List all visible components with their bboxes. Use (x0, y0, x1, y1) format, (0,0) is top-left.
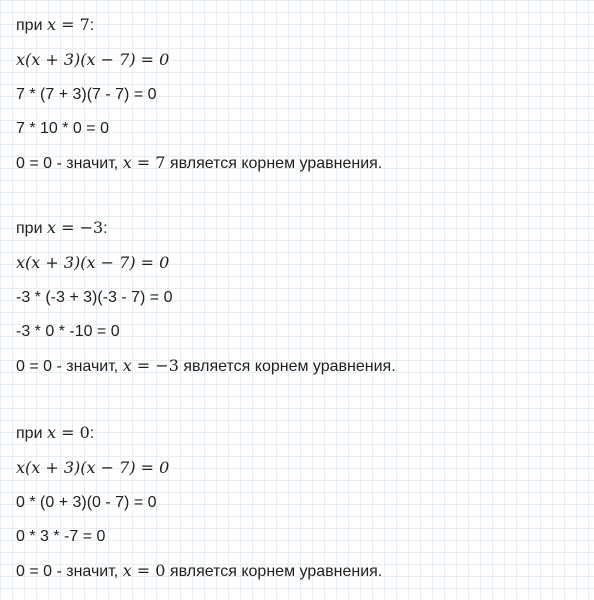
section-1-step-2: 7 * 10 * 0 = 0 (16, 120, 109, 137)
section-1-heading (16, 13, 94, 37)
conclusion-value: 0 (155, 561, 166, 580)
conclusion-prefix: 0 = 0 - значит, (16, 358, 123, 375)
conclusion-prefix: 0 = 0 - значит, (16, 155, 123, 172)
section-2-step-1: -3 * (-3 + 3)(-3 - 7) = 0 (16, 289, 173, 306)
section-1-step-1: 7 * (7 + 3)(7 - 7) = 0 (16, 86, 157, 103)
conclusion-equals: = (131, 561, 156, 580)
heading-variable: x (46, 15, 56, 34)
section-3-step-1: 0 * (0 + 3)(0 - 7) = 0 (16, 494, 157, 511)
heading-prefix: при (16, 17, 47, 34)
heading-prefix: при (16, 425, 47, 442)
conclusion-suffix: является корнем уравнения. (165, 563, 383, 580)
heading-colon: : (89, 17, 95, 34)
conclusion-value: 7 (155, 153, 166, 172)
section-3-step-2: 0 * 3 * -7 = 0 (16, 528, 106, 545)
section-3-equation: x(x + 3)(x − 7) = 0 (16, 458, 170, 477)
heading-equals: = (55, 423, 80, 442)
conclusion-suffix: является корнем уравнения. (178, 358, 396, 375)
heading-prefix: при (16, 220, 47, 237)
conclusion-equals: = (131, 356, 156, 375)
section-2-heading (16, 216, 108, 240)
conclusion-suffix: является корнем уравнения. (165, 155, 383, 172)
section-1-equation: x(x + 3)(x − 7) = 0 (16, 50, 170, 69)
conclusion-variable: x (122, 356, 132, 375)
heading-colon: : (103, 220, 108, 237)
section-2-conclusion (16, 354, 396, 378)
conclusion-equals: = (131, 153, 156, 172)
heading-equals: = (55, 15, 80, 34)
section-2-step-2: -3 * 0 * -10 = 0 (16, 323, 120, 340)
heading-value: 0 (79, 423, 90, 442)
section-3-conclusion (16, 559, 382, 583)
heading-variable: x (46, 218, 56, 237)
section-2-equation: x(x + 3)(x − 7) = 0 (16, 253, 170, 272)
conclusion-variable: x (122, 561, 132, 580)
section-3-heading (16, 421, 94, 445)
heading-value: 7 (79, 15, 90, 34)
heading-colon: : (89, 425, 95, 442)
heading-variable: x (46, 423, 56, 442)
heading-value: −3 (79, 218, 104, 237)
conclusion-value: −3 (155, 356, 179, 375)
section-1-conclusion (16, 151, 382, 175)
conclusion-prefix: 0 = 0 - значит, (16, 563, 123, 580)
heading-equals: = (55, 218, 80, 237)
conclusion-variable: x (122, 153, 132, 172)
